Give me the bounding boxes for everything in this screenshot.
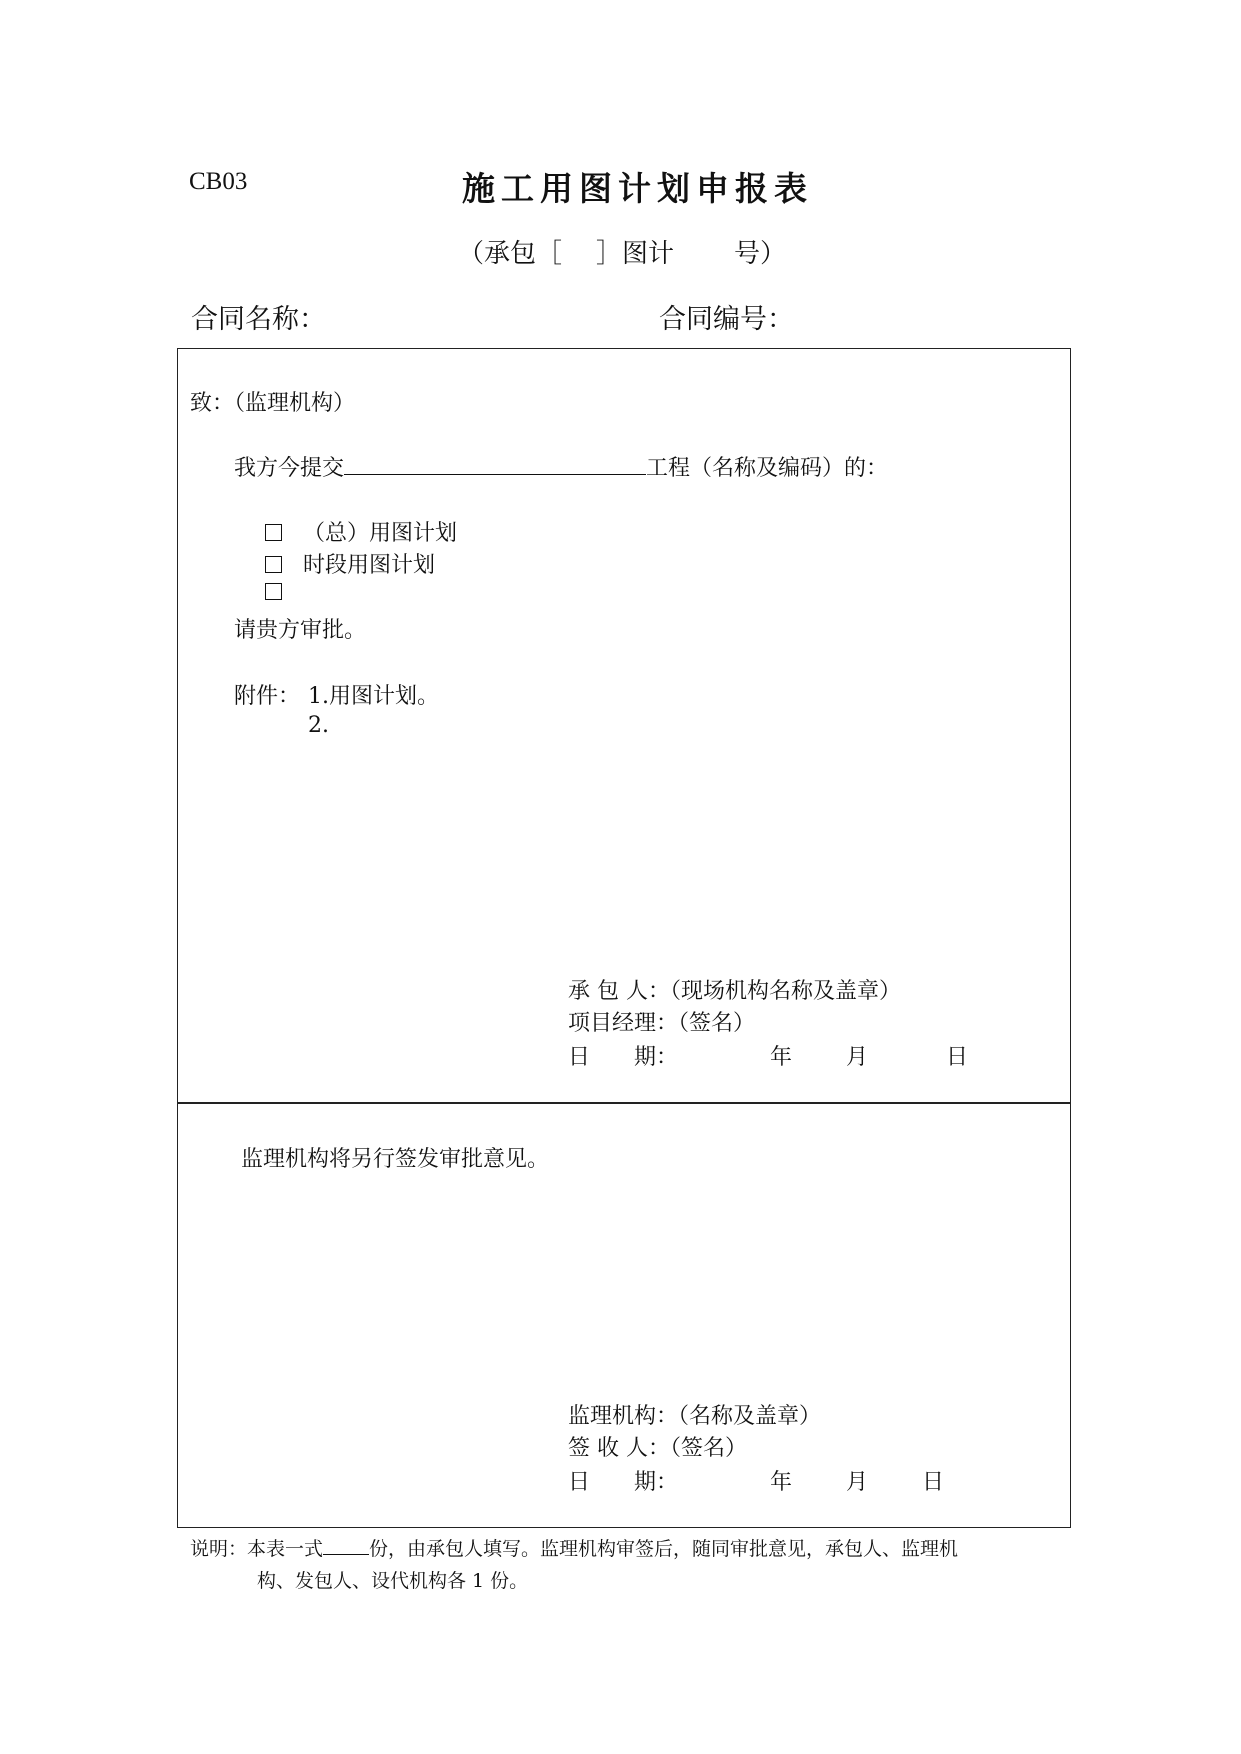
subtitle-suffix: 号） [734,239,787,269]
month-label: 月 [846,1045,869,1070]
note-line-1 [190,1533,958,1565]
attachment-item: 1.用图计划。 [308,684,439,709]
day-label: 日 [922,1470,945,1495]
period-plan-checkbox[interactable] [265,556,282,573]
form-number-line [458,233,786,270]
date-label: 日 期： [568,1045,679,1070]
note-prefix: 说明：本表一式 [190,1538,324,1560]
year-label: 年 [770,1470,793,1495]
contract-name-label: 合同名称： [191,304,326,335]
receiver-label: 签 收 人：（签名） [568,1436,747,1461]
copies-blank[interactable] [323,1538,369,1555]
other-option-checkbox[interactable] [265,583,282,600]
contract-number-label: 合同编号： [659,304,794,335]
month-label: 月 [846,1470,869,1495]
approval-request: 请贵方审批。 [234,618,367,643]
intro-prefix: 我方今提交 [234,456,345,481]
option-other [265,580,296,605]
project-manager-label: 项目经理：（签名） [568,1011,756,1036]
approval-statement: 监理机构将另行签发审批意见。 [241,1147,550,1172]
option-label: （总）用图计划 [303,521,458,546]
page-title: 施工用图计划申报表 [462,169,813,208]
attachment-item: 2. [308,713,329,738]
submission-intro [234,451,888,482]
contractor-label: 承 包 人：（现场机构名称及盖章） [568,979,901,1004]
submission-section [177,348,1071,1104]
attachment-label: 附件： [234,684,301,709]
overall-plan-checkbox[interactable] [265,524,282,541]
approval-section [177,1102,1071,1528]
note-line-2: 构、发包人、设代机构各 1 份。 [257,1570,529,1592]
day-label: 日 [946,1045,969,1070]
subtitle-middle: ］图计 [596,239,675,269]
form-code: CB03 [189,168,248,195]
option-label: 时段用图计划 [303,553,436,578]
year-label: 年 [770,1045,793,1070]
option-period-plan [265,548,435,579]
project-name-blank[interactable] [344,452,646,475]
footer-note [190,1533,958,1597]
option-overall-plan [265,516,457,547]
note-suffix: 份，由承包人填写。监理机构审签后，随同审批意见，承包人、监理机 [369,1538,959,1560]
supervision-agency-label: 监理机构：（名称及盖章） [568,1404,822,1429]
addressee-label: 致：（监理机构） [190,391,356,416]
date-label: 日 期： [568,1470,679,1495]
subtitle-prefix: （承包［ [458,239,563,269]
intro-suffix: 工程（名称及编码）的： [646,456,889,481]
